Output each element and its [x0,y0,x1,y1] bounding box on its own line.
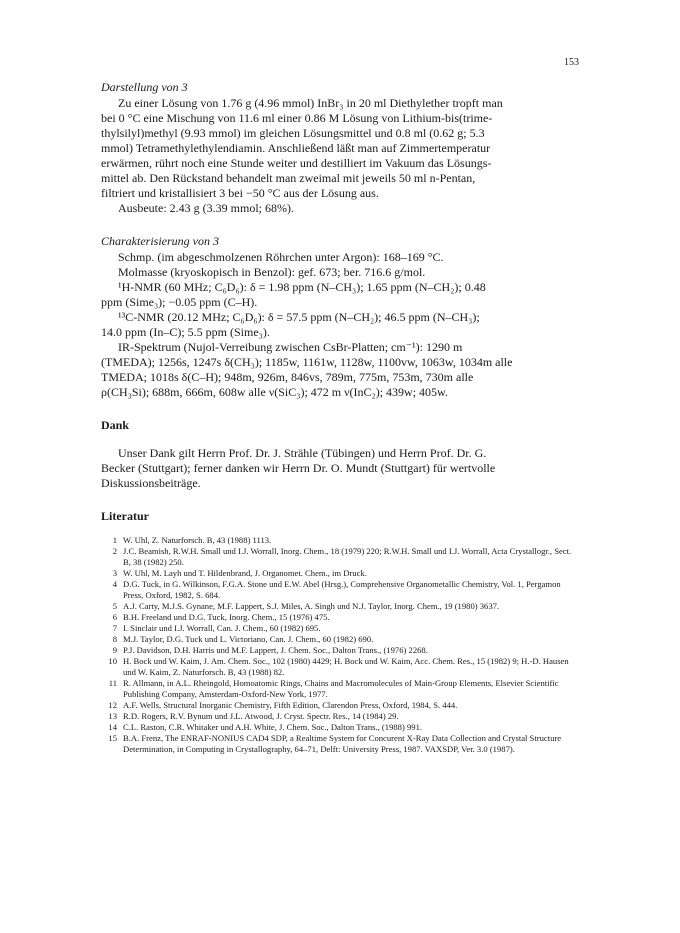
reference-item [101,568,575,579]
reference-number: 11 [108,678,117,688]
reference-item [101,700,575,711]
ir-line: ρ(CH₃Si); 688m, 666m, 608w alle ν(SiC₃); 472 m ν(InC₂); 439w; 405w. [101,385,448,399]
h-nmr-line: ¹H-NMR (60 MHz; C₆D₆): δ = 1.98 ppm (N–CH₃); 1.65 ppm (N–CH₂); 0.48 [118,280,486,294]
reference-text: D.G. Tuck, in G. Wilkinson, F.G.A. Stone und E.W. Abel (Hrsg.), Comprehensive Organometallic Chemistry, Vol. 1, Pergamon Press, Oxford, 1982, S. 684. [123,579,561,600]
reference-text: B.A. Frenz, The ENRAF-NONIUS CAD4 SDP, a Realtime System for Concurent X-Ray Data Collection and Crystal Structure Determination, in Computing in Crystallography, 64–71, Delft: University Press, 1987. VAXSDP, Ver. 3.0 (1987). [123,733,562,754]
reference-text: R. Allmann, in A.L. Rheingold, Homoatomic Rings, Chains and Macromolecules of Main-Group Elements, Elsevier Scientific Publishing Company, Amsterdam-Oxford-New York, 1977. [123,678,559,699]
reference-text: W. Uhl, Z. Naturforsch. B, 43 (1988) 1113. [123,535,272,545]
charakterisierung-block [101,250,575,400]
reference-item [101,612,575,623]
reference-number: 7 [112,623,117,633]
reference-item [101,623,575,634]
text-line: mmol) Tetramethylethylendiamin. Anschließend läßt man auf Zimmertemperatur [101,141,491,155]
text-line: bei 0 °C eine Mischung von 11.6 ml einer 0.86 M Lösung von Lithium-bis(trime- [101,111,493,125]
schmp-line: Schmp. (im abgeschmolzenen Röhrchen unter Argon): 168–169 °C. [118,250,444,264]
reference-list [101,535,575,755]
text-line: Diskussionsbeiträge. [101,476,201,490]
ir-line: (TMEDA); 1256s, 1247s δ(CH₃); 1185w, 1161w, 1128w, 1100vw, 1063w, 1034m alle [101,355,513,369]
reference-item [101,579,575,601]
reference-number: 9 [112,645,117,655]
reference-item [101,546,575,568]
reference-item [101,733,575,755]
reference-text: M.J. Taylor, D.G. Tuck und L. Victoriano, Can. J. Chem., 60 (1982) 690. [123,634,374,644]
reference-text: P.J. Davidson, D.H. Harris und M.F. Lappert, J. Chem. Soc., Dalton Trans., (1976) 2268. [123,645,428,655]
ir-line: TMEDA; 1018s δ(C–H); 948m, 926m, 846vs, 789m, 775m, 753m, 730m alle [101,370,474,384]
reference-item [101,645,575,656]
reference-number: 13 [108,711,117,721]
dank-heading: Dank [101,418,130,432]
text-line: mittel ab. Den Rückstand behandelt man zweimal mit jeweils 50 ml n-Pentan, [101,171,476,185]
c-nmr-line: ¹³C-NMR (20.12 MHz; C₆D₆): δ = 57.5 ppm (N–CH₂); 46.5 ppm (N–CH₃); [118,310,480,324]
text-line: erwärmen, rührt noch eine Stunde weiter und destilliert im Vakuum das Lösungs- [101,156,492,170]
reference-text: H. Bock und W. Kaim, J. Am. Chem. Soc., 102 (1980) 4429; H. Bock und W. Kaim, Acc. Chem. Res., 15 (1982) 9; H.-D. Hausen und W. Kaim, Z. Naturforsch. B, 43 (1988) 82. [123,656,569,677]
reference-number: 14 [108,722,117,732]
reference-number: 10 [108,656,117,666]
text-line: Unser Dank gilt Herrn Prof. Dr. J. Strähle (Tübingen) und Herrn Prof. Dr. G. [118,446,487,460]
reference-item [101,656,575,678]
darstellung-paragraph [101,96,575,216]
reference-text: R.D. Rogers, R.V. Bynum und J.L. Atwood, J. Cryst. Spectr. Res., 14 (1984) 29. [123,711,399,721]
reference-number: 6 [112,612,117,622]
reference-number: 15 [108,733,117,743]
reference-text: B.H. Freeland und D.G. Tuck, Inorg. Chem., 15 (1976) 475. [123,612,330,622]
reference-number: 4 [112,579,117,589]
reference-text: A.F. Wells, Structural Inorganic Chemistry, Fifth Edition, Clarendon Press, Oxford, 1984, S. 444. [123,700,458,710]
text-line: Becker (Stuttgart); ferner danken wir Herrn Dr. O. Mundt (Stuttgart) für wertvolle [101,461,496,475]
reference-number: 8 [112,634,117,644]
darstellung-heading: Darstellung von 3 [101,80,188,94]
reference-item [101,711,575,722]
reference-number: 3 [112,568,117,578]
literatur-heading: Literatur [101,509,149,523]
text-line: thylsilyl)methyl (9.93 mmol) im gleichen Lösungsmittel und 0.8 ml (0.62 g; 5.3 [101,126,485,140]
dank-paragraph [101,446,575,491]
reference-number: 2 [112,546,117,556]
reference-number: 1 [112,535,117,545]
text-line: filtriert und kristallisiert 3 bei −50 °C aus der Lösung aus. [101,186,379,200]
page-number: 153 [564,57,579,68]
charakterisierung-heading: Charakterisierung von 3 [101,234,219,248]
reference-item [101,601,575,612]
page-content [101,80,575,755]
reference-item [101,535,575,546]
reference-text: W. Uhl, M. Layh und T. Hildenbrand, J. Organomet. Chem., im Druck. [123,568,367,578]
reference-text: A.J. Carty, M.J.S. Gynane, M.F. Lappert, S.J. Miles, A. Singh und N.J. Taylor, Inorg. Chem., 19 (1980) 3637. [123,601,500,611]
reference-text: J.C. Beamish, R.W.H. Small und I.J. Worrall, Inorg. Chem., 18 (1979) 220; R.W.H. Small und I.J. Worrall, Acta Crystallogr., Sect. B, 38 (1982) 250. [123,546,572,567]
molmasse-line: Molmasse (kryoskopisch in Benzol): gef. 673; ber. 716.6 g/mol. [118,265,426,279]
reference-item [101,678,575,700]
reference-item [101,722,575,733]
ir-line: IR-Spektrum (Nujol-Verreibung zwischen CsBr-Platten; cm⁻¹): 1290 m [118,340,463,354]
c-nmr-line: 14.0 ppm (In–C); 5.5 ppm (Sime₃). [101,325,270,339]
yield-line: Ausbeute: 2.43 g (3.39 mmol; 68%). [118,201,294,215]
text-line: Zu einer Lösung von 1.76 g (4.96 mmol) InBr₃ in 20 ml Diethylether tropft man [118,96,503,110]
reference-item [101,634,575,645]
reference-number: 5 [112,601,117,611]
reference-text: C.L. Raston, C.R. Whitaker und A.H. White, J. Chem. Soc., Dalton Trans., (1988) 991. [123,722,423,732]
reference-text: I. Sinclair und I.J. Worrall, Can. J. Chem., 60 (1982) 695. [123,623,321,633]
h-nmr-line: ppm (Sime₃); −0.05 ppm (C–H). [101,295,258,309]
reference-number: 12 [108,700,117,710]
